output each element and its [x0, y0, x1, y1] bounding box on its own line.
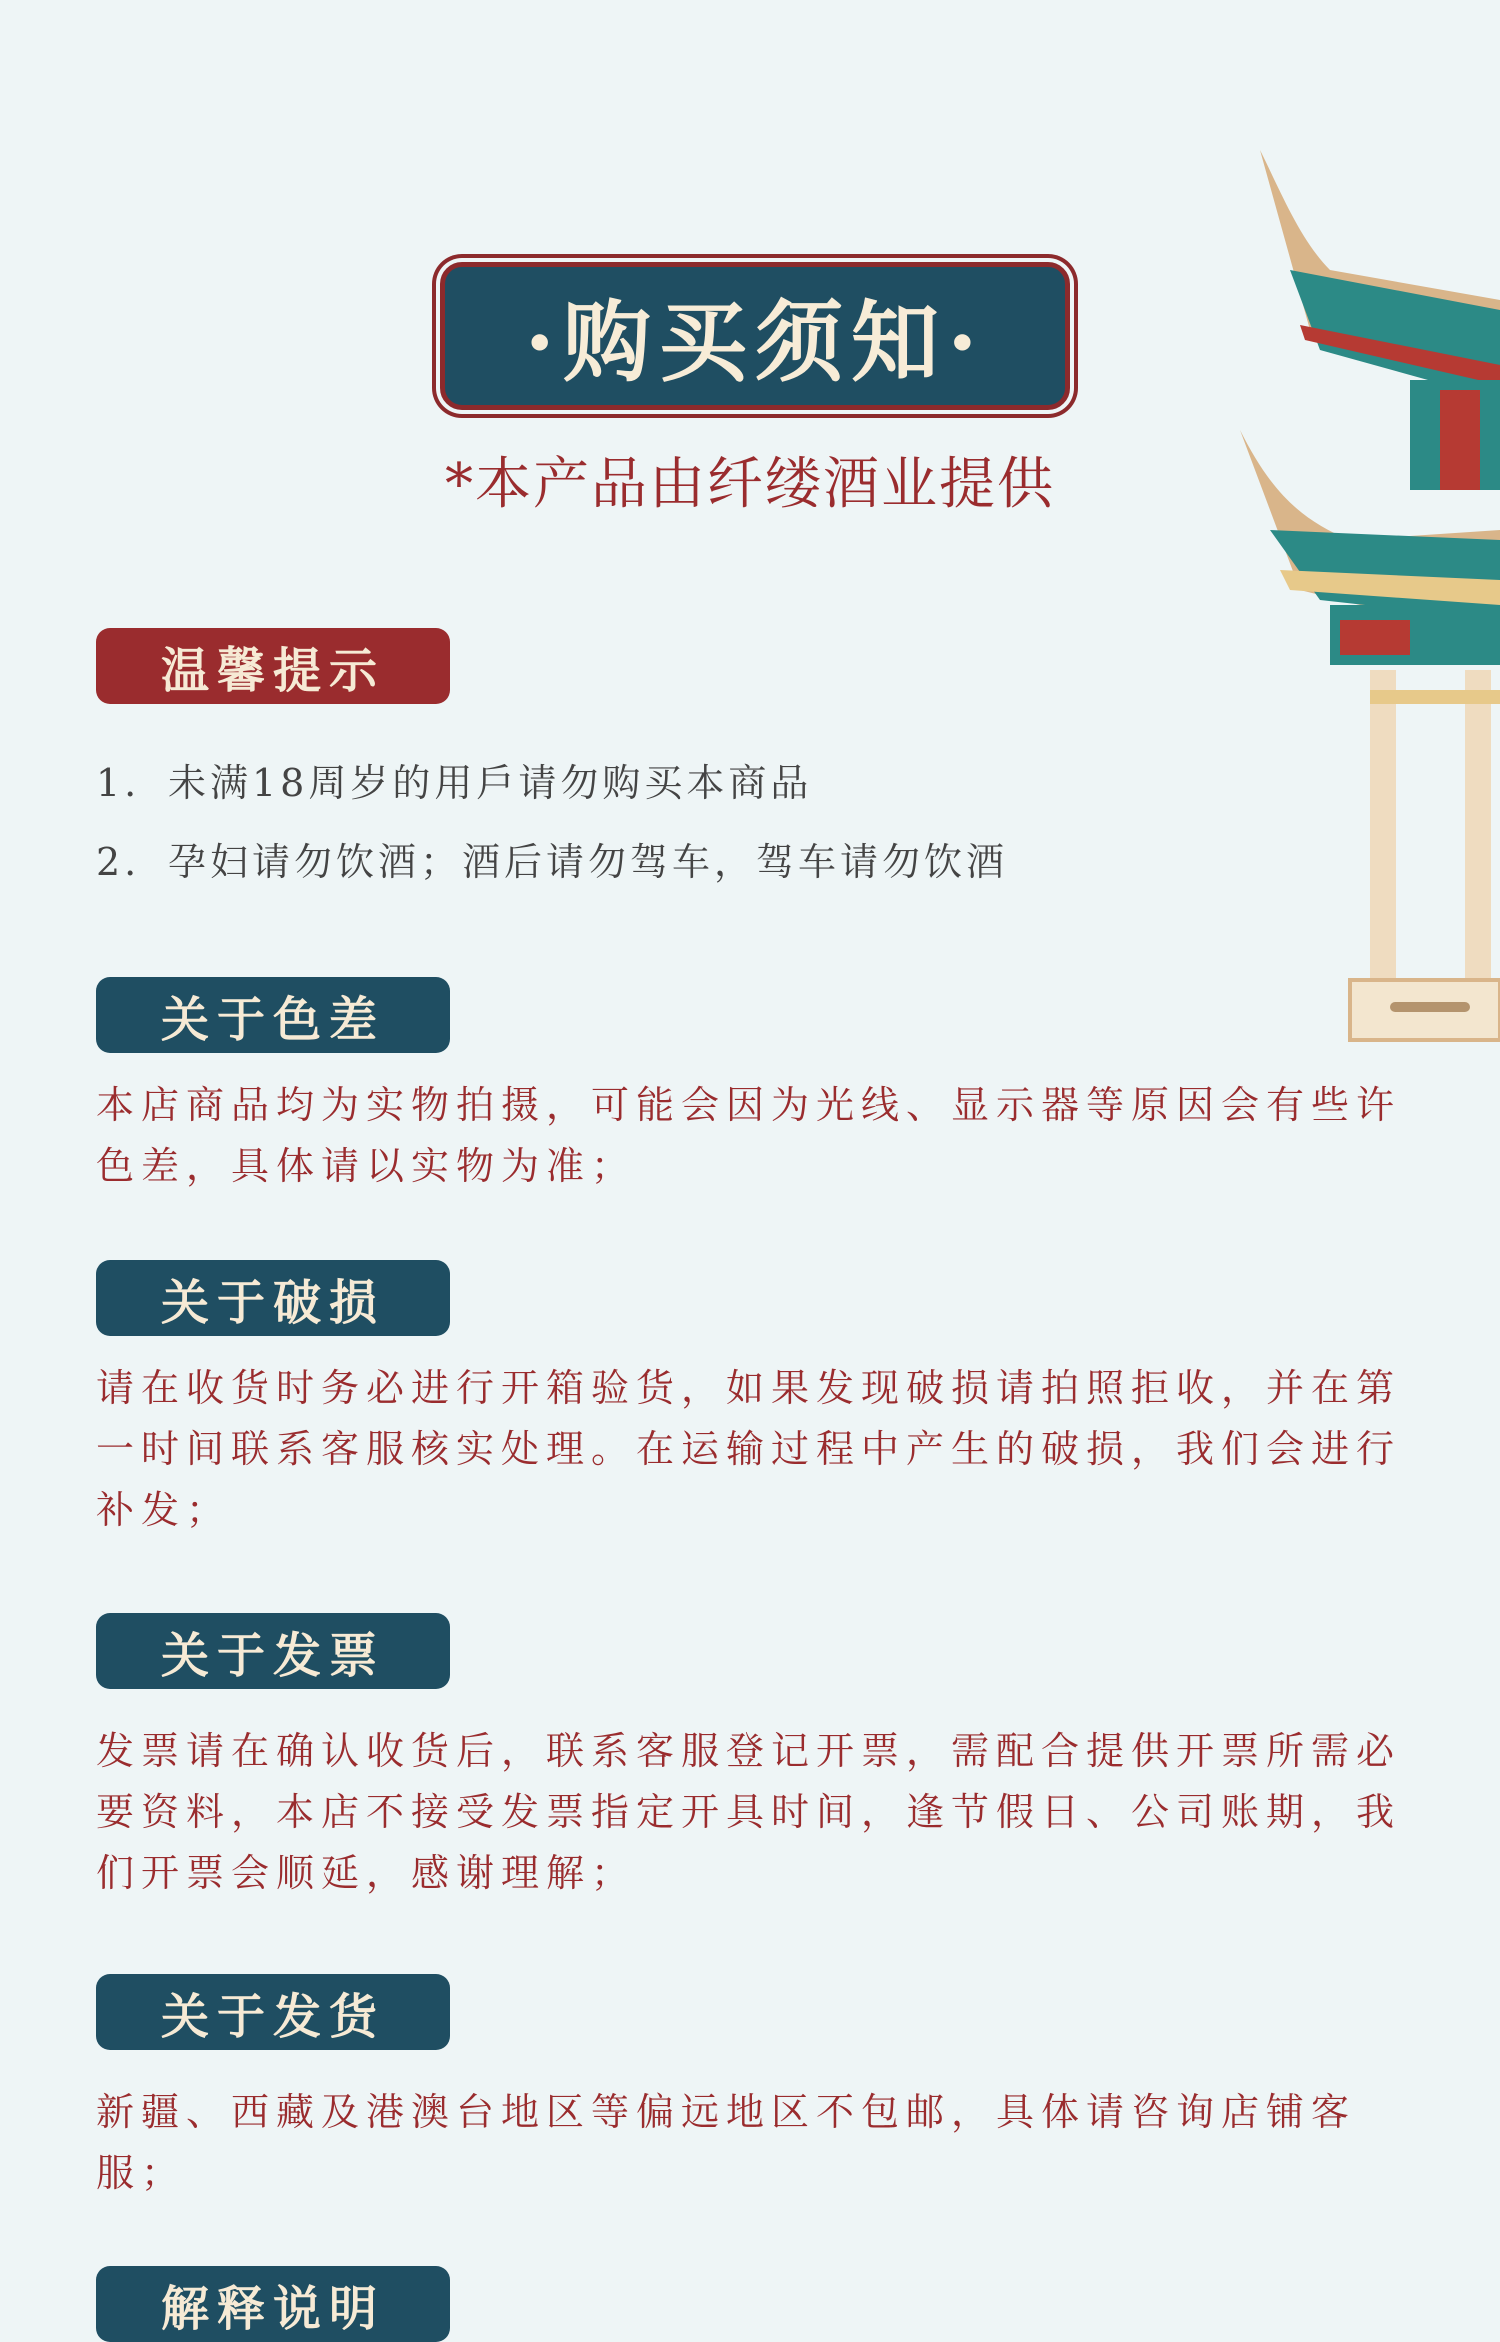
tips-label: 温馨提示	[96, 628, 450, 704]
tip-number: 2.	[96, 840, 141, 884]
tip-text: 孕妇请勿饮酒；酒后请勿驾车，驾车请勿饮酒	[168, 840, 1009, 884]
tip-text: 未满18周岁的用戶请勿购买本商品	[168, 761, 813, 805]
tip-number: 1.	[96, 761, 141, 805]
title-banner	[440, 262, 1070, 410]
color-difference-text: 本店商品均为实物拍摄，可能会因为光线、显示器等原因会有些许色差，具体请以实物为准；	[96, 1083, 1402, 1188]
page-title: ·购买须知·	[524, 290, 986, 394]
shipping-text: 新疆、西藏及港澳台地区等偏远地区不包邮，具体请咨询店铺客服；	[96, 2090, 1357, 2195]
damage-label: 关于破损	[96, 1260, 450, 1336]
invoice-text: 发票请在确认收货后，联系客服登记开票，需配合提供开票所需必要资料，本店不接受发票指定开具时间，逢节假日、公司账期，我们开票会顺延，感谢理解；	[96, 1729, 1402, 1895]
color-difference-label: 关于色差	[96, 977, 450, 1053]
explanation-label: 解释说明	[96, 2266, 450, 2342]
shipping-label: 关于发货	[96, 1974, 450, 2050]
damage-text: 请在收货时务必进行开箱验货，如果发现破损请拍照拒收，并在第一时间联系客服核实处理。在运输过程中产生的破损，我们会进行补发；	[96, 1366, 1402, 1532]
invoice-label: 关于发票	[96, 1613, 450, 1689]
tip-item	[96, 752, 812, 807]
pavilion-illustration	[1240, 150, 1500, 1060]
tip-item	[96, 831, 1008, 886]
subtitle: *本产品由纤缕酒业提供	[445, 452, 1055, 517]
